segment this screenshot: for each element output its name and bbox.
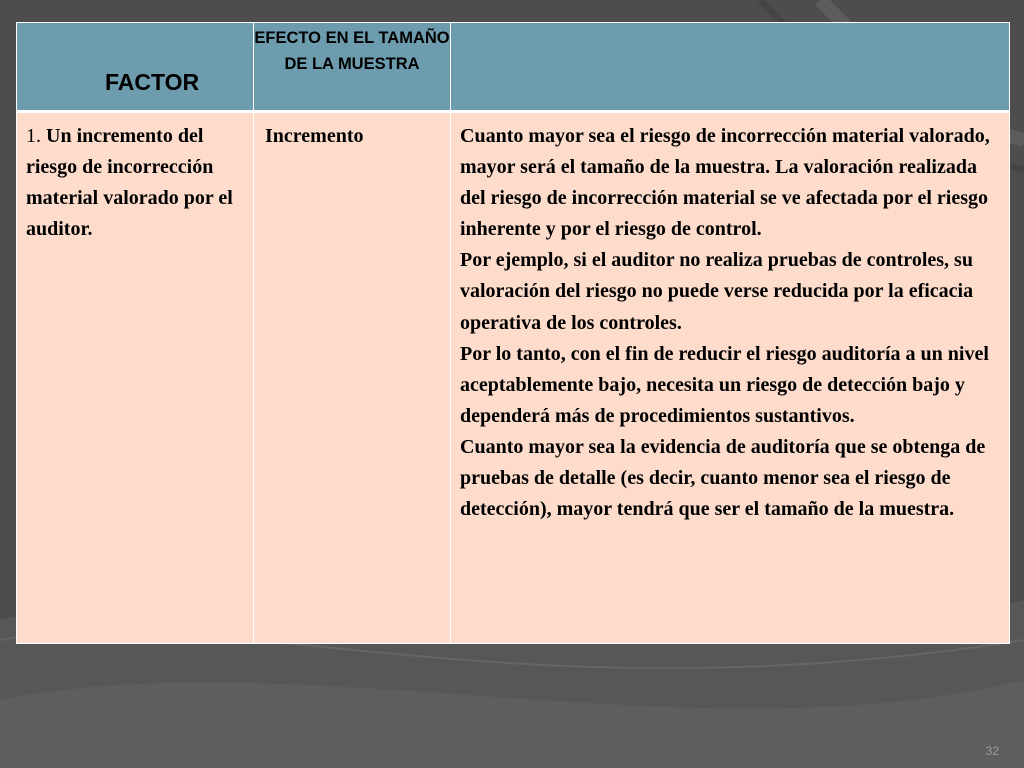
description-paragraph: Por lo tanto, con el fin de reducir el riesgo auditoría a un nivel aceptablemente bajo, necesita un riesgo de detección bajo y dependerá más de procedimientos sustantivos. [460,342,989,427]
cell-efecto [254,112,451,644]
factor-text: Un incremento del riesgo de incorrección material valorado por el auditor. [26,125,233,241]
efecto-value: Incremento [265,125,364,147]
header-blank [451,23,1010,112]
description-paragraph: Cuanto mayor sea la evidencia de auditoría que se obtenga de pruebas de detalle (es decir, cuanto menor sea el riesgo de detección), mayor tendrá que ser el tamaño de la muestra. [460,435,986,521]
header-efecto [254,23,451,112]
description-paragraph: Por ejemplo, si el auditor no realiza pruebas de controles, su valoración del riesgo no puede verse reducida por la eficacia operativa de los controles. [460,249,974,334]
header-factor [17,23,254,112]
cell-factor [17,112,254,644]
header-efecto-label: EFECTO EN EL TAMAÑO DE LA MUESTRA [254,29,450,73]
factor-number: 1. [26,125,41,147]
table-header-row [17,23,1010,112]
header-factor-label: FACTOR [105,69,200,95]
sample-size-factor-table [16,22,1010,644]
cell-description [451,112,1010,644]
description-paragraph: Cuanto mayor sea el riesgo de incorrección material valorado, mayor será el tamaño de la muestra. La valoración realizada del riesgo de incorrección material se ve afectada por el riesgo inherente y por el riesgo de control. [460,125,990,241]
table-row [17,112,1010,644]
slide-page-number: 32 [985,744,999,758]
